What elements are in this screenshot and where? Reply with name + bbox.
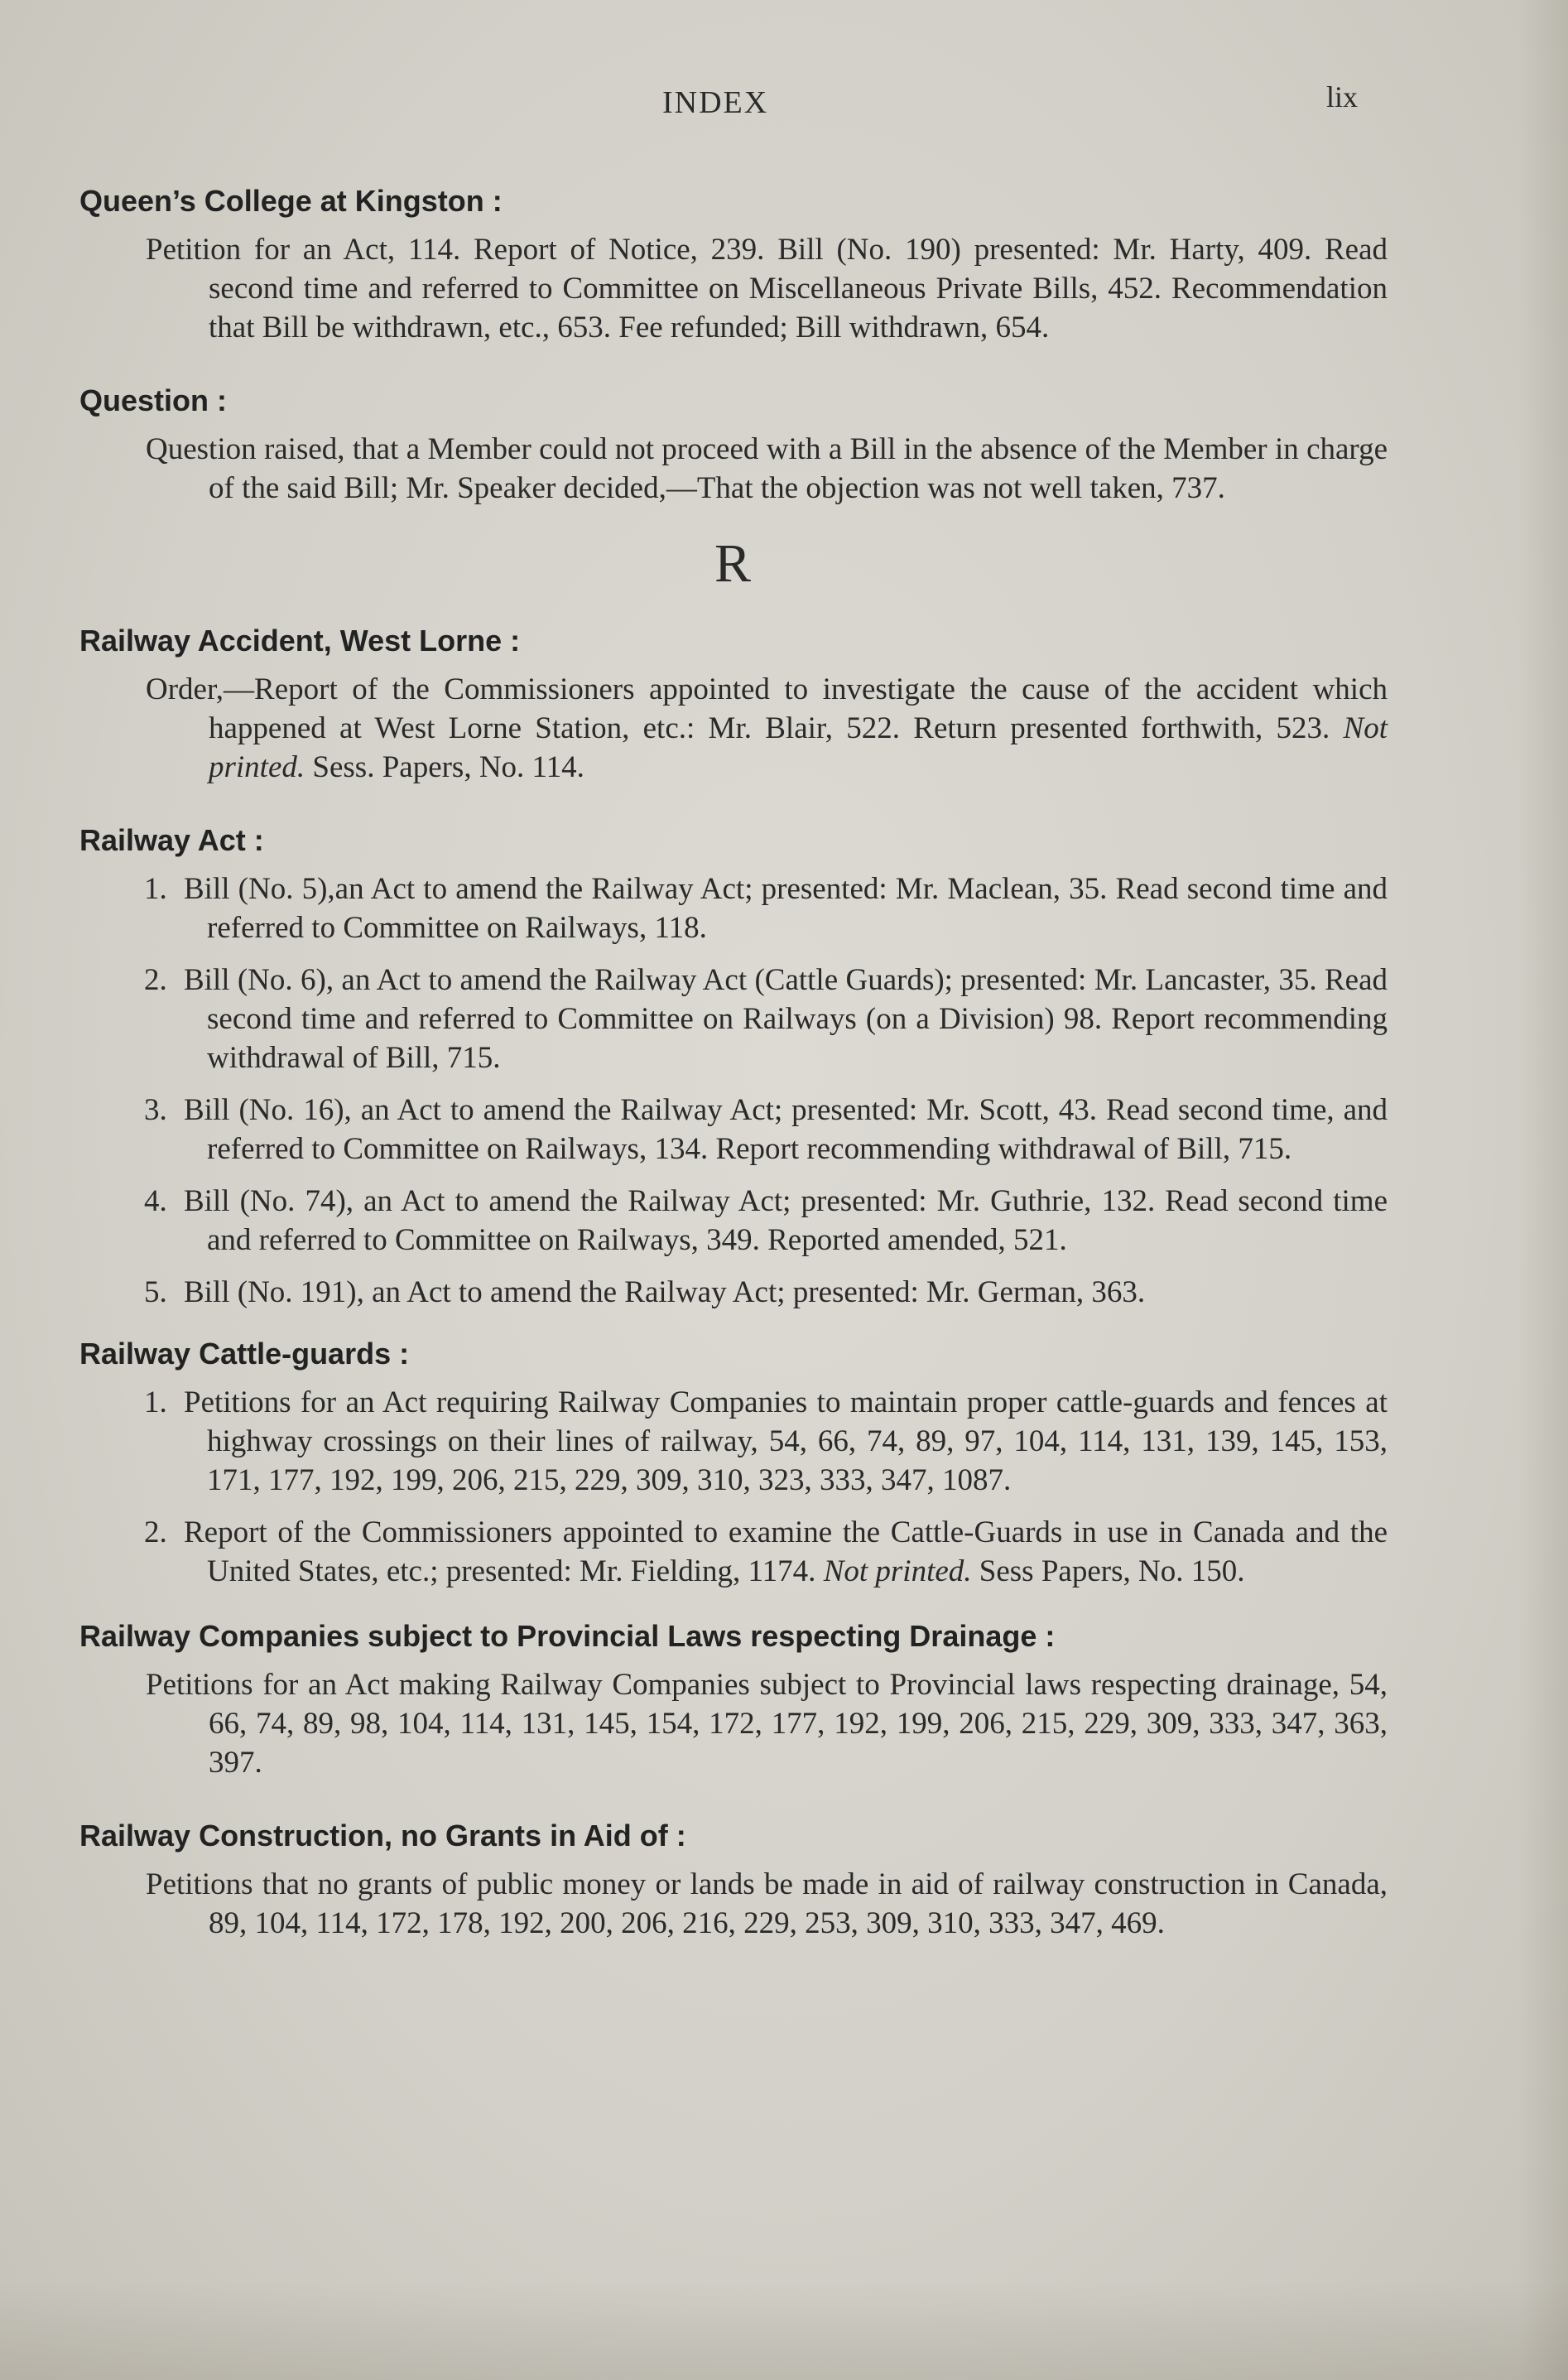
not-printed-note: Not printed. — [209, 711, 1388, 784]
entry-heading: Railway Accident, West Lorne : — [79, 624, 521, 658]
entry-heading: Railway Companies subject to Provincial Laws respecting Drainage : — [79, 1619, 1056, 1653]
entry-text: Question raised, that a Member could not proceed with a Bill in the absence of the Member in charge of the said Bill; Mr. Speaker decided,—That the objection was not well taken, 737. — [146, 432, 1388, 505]
item-text: Petitions for an Act requiring Railway Companies to maintain proper cattle-guards and fences at highway crossings on their lines of railway, 54, 66, 74, 89, 97, 104, 114, 131, 139, 145, 153, 171, 177, 192, 199, 206, 215, 229, 309, 310, 323, 333, 347, 1087. — [184, 1385, 1388, 1497]
entry-queens-college — [79, 184, 1388, 347]
item-number: 2. — [144, 1515, 167, 1549]
section-letter: R — [714, 533, 753, 594]
item-number: 1. — [144, 1385, 167, 1419]
item-number: 1. — [144, 872, 167, 906]
running-title: INDEX — [662, 85, 769, 120]
page-number: lix — [1326, 80, 1359, 113]
entry-heading: Queen’s College at Kingston : — [79, 184, 503, 218]
item-number: 4. — [144, 1184, 167, 1218]
entry-text-part: Sess. Papers, No. 114. — [305, 750, 584, 784]
list-item — [144, 1513, 1388, 1591]
entry-railway-accident — [79, 624, 1388, 787]
index-content — [79, 184, 1388, 1979]
entry-question — [79, 383, 1388, 508]
list-item — [144, 870, 1388, 947]
list-item — [144, 1273, 1388, 1312]
item-text: Bill (No. 5),an Act to amend the Railway Act; presented: Mr. Maclean, 35. Read second time and referred to Committee on Railways, 118. — [184, 872, 1388, 945]
entry-construction — [79, 1819, 1388, 1943]
entry-text — [144, 670, 1388, 787]
list-item — [144, 1091, 1388, 1168]
entry-text: Petitions for an Act making Railway Companies subject to Provincial laws respecting drainage, 54, 66, 74, 89, 98, 104, 114, 131, 145, 154, 172, 177, 192, 199, 206, 215, 229, 309, 333, 347, 363, 397. — [146, 1668, 1388, 1780]
item-text: Bill (No. 74), an Act to amend the Railway Act; presented: Mr. Guthrie, 132. Read second time and referred to Committee on Railways, 349. Reported amended, 521. — [184, 1184, 1388, 1257]
running-head — [0, 80, 1568, 126]
item-text: Report of the Commissioners appointed to examine the Cattle-Guards in use in Canada and the United States, etc.; presented: Mr. Fielding, 1174. — [184, 1515, 1388, 1588]
list-item — [144, 1383, 1388, 1500]
list-item — [144, 1182, 1388, 1260]
entry-heading: Railway Cattle-guards : — [79, 1337, 410, 1371]
entry-drainage — [79, 1619, 1388, 1782]
entry-cattle-guards — [79, 1337, 1388, 1591]
item-text: Bill (No. 191), an Act to amend the Railway Act; presented: Mr. German, 363. — [184, 1275, 1146, 1309]
entry-heading: Railway Construction, no Grants in Aid of : — [79, 1819, 686, 1852]
entry-heading: Question : — [79, 383, 227, 417]
item-text: Bill (No. 6), an Act to amend the Railway Act (Cattle Guards); presented: Mr. Lancaster, 35. Read second time and referred to Committee on Railways (on a Division) 98. Report recommending withdrawal of Bill, 715. — [184, 963, 1388, 1075]
entry-railway-act — [79, 823, 1388, 1312]
item-number: 5. — [144, 1275, 167, 1309]
entry-text-part: Order,—Report of the Commissioners appointed to investigate the cause of the accident which happened at West Lorne Station, etc.: Mr. Blair, 522. Return presented forthwith, 523. — [146, 672, 1388, 745]
entry-text: Petition for an Act, 114. Report of Notice, 239. Bill (No. 190) presented: Mr. Harty, 409. Read second time and referred to Committee on Miscellaneous Private Bills, 452. Recommendation that Bill be withdrawn, etc., 653. Fee refunded; Bill withdrawn, 654. — [146, 233, 1388, 344]
item-number: 3. — [144, 1093, 167, 1127]
item-text-part: Sess Papers, No. 150. — [971, 1554, 1245, 1588]
list-item — [144, 961, 1388, 1077]
not-printed-note: Not printed. — [823, 1554, 972, 1588]
entry-heading: Railway Act : — [79, 823, 264, 857]
item-number: 2. — [144, 963, 167, 997]
entry-text: Petitions that no grants of public money or lands be made in aid of railway construction in Canada, 89, 104, 114, 172, 178, 192, 200, 206, 216, 229, 253, 309, 310, 333, 347, 469. — [146, 1867, 1388, 1940]
item-text: Bill (No. 16), an Act to amend the Railway Act; presented: Mr. Scott, 43. Read second time, and referred to Committee on Railways, 134. Report recommending withdrawal of Bill, 715. — [184, 1093, 1388, 1166]
